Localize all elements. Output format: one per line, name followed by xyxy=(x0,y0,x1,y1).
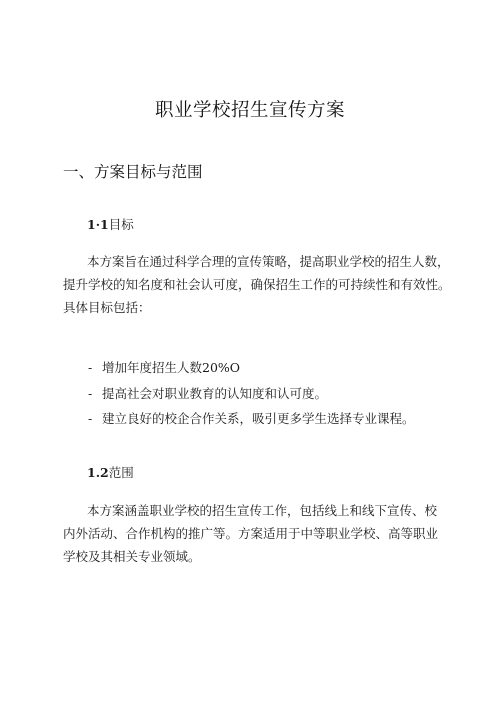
paragraph-line: 具体目标包括： xyxy=(63,300,151,315)
list-item-text: 提高社会对职业教育的认知度和认可度。 xyxy=(102,385,328,401)
subsection-label: 目标 xyxy=(108,217,134,232)
subsection-number: 1·1 xyxy=(87,217,109,232)
bullet-marker: - xyxy=(88,360,93,375)
paragraph-line: 学校及其相关专业领域。 xyxy=(63,549,201,564)
list-item xyxy=(88,406,415,432)
document-title: 职业学校招生宣传方案 xyxy=(154,100,345,121)
subsection-label: 范围 xyxy=(108,465,134,480)
subsection-heading-goal xyxy=(87,215,134,233)
goal-list xyxy=(88,355,415,432)
section-heading: 一、方案目标与范围 xyxy=(63,163,203,181)
paragraph-line: 本方案旨在通过科学合理的宣传策略，提高职业学校的招生人数， xyxy=(87,254,450,269)
list-item-text: 建立良好的校企合作关系，吸引更多学生选择专业课程。 xyxy=(102,411,415,426)
paragraph-line: 提升学校的知名度和社会认可度，确保招生工作的可持续性和有效性。 xyxy=(63,277,451,292)
list-item xyxy=(88,381,415,407)
subsection-heading-scope xyxy=(87,463,134,481)
scope-paragraph xyxy=(63,499,443,568)
paragraph-line: 本方案涵盖职业学校的招生宣传工作，包括线上和线下宣传、校 xyxy=(87,503,438,518)
goal-paragraph xyxy=(63,250,451,319)
paragraph-line: 内外活动、合作机构的推广等。方案适用于中等职业学校、高等职业 xyxy=(63,526,439,541)
list-item xyxy=(88,355,415,381)
bullet-marker: - xyxy=(88,385,93,401)
subsection-number: 1.2 xyxy=(87,465,109,480)
bullet-marker: - xyxy=(88,411,93,426)
list-item-text: 增加年度招生人数20%O xyxy=(102,360,241,375)
